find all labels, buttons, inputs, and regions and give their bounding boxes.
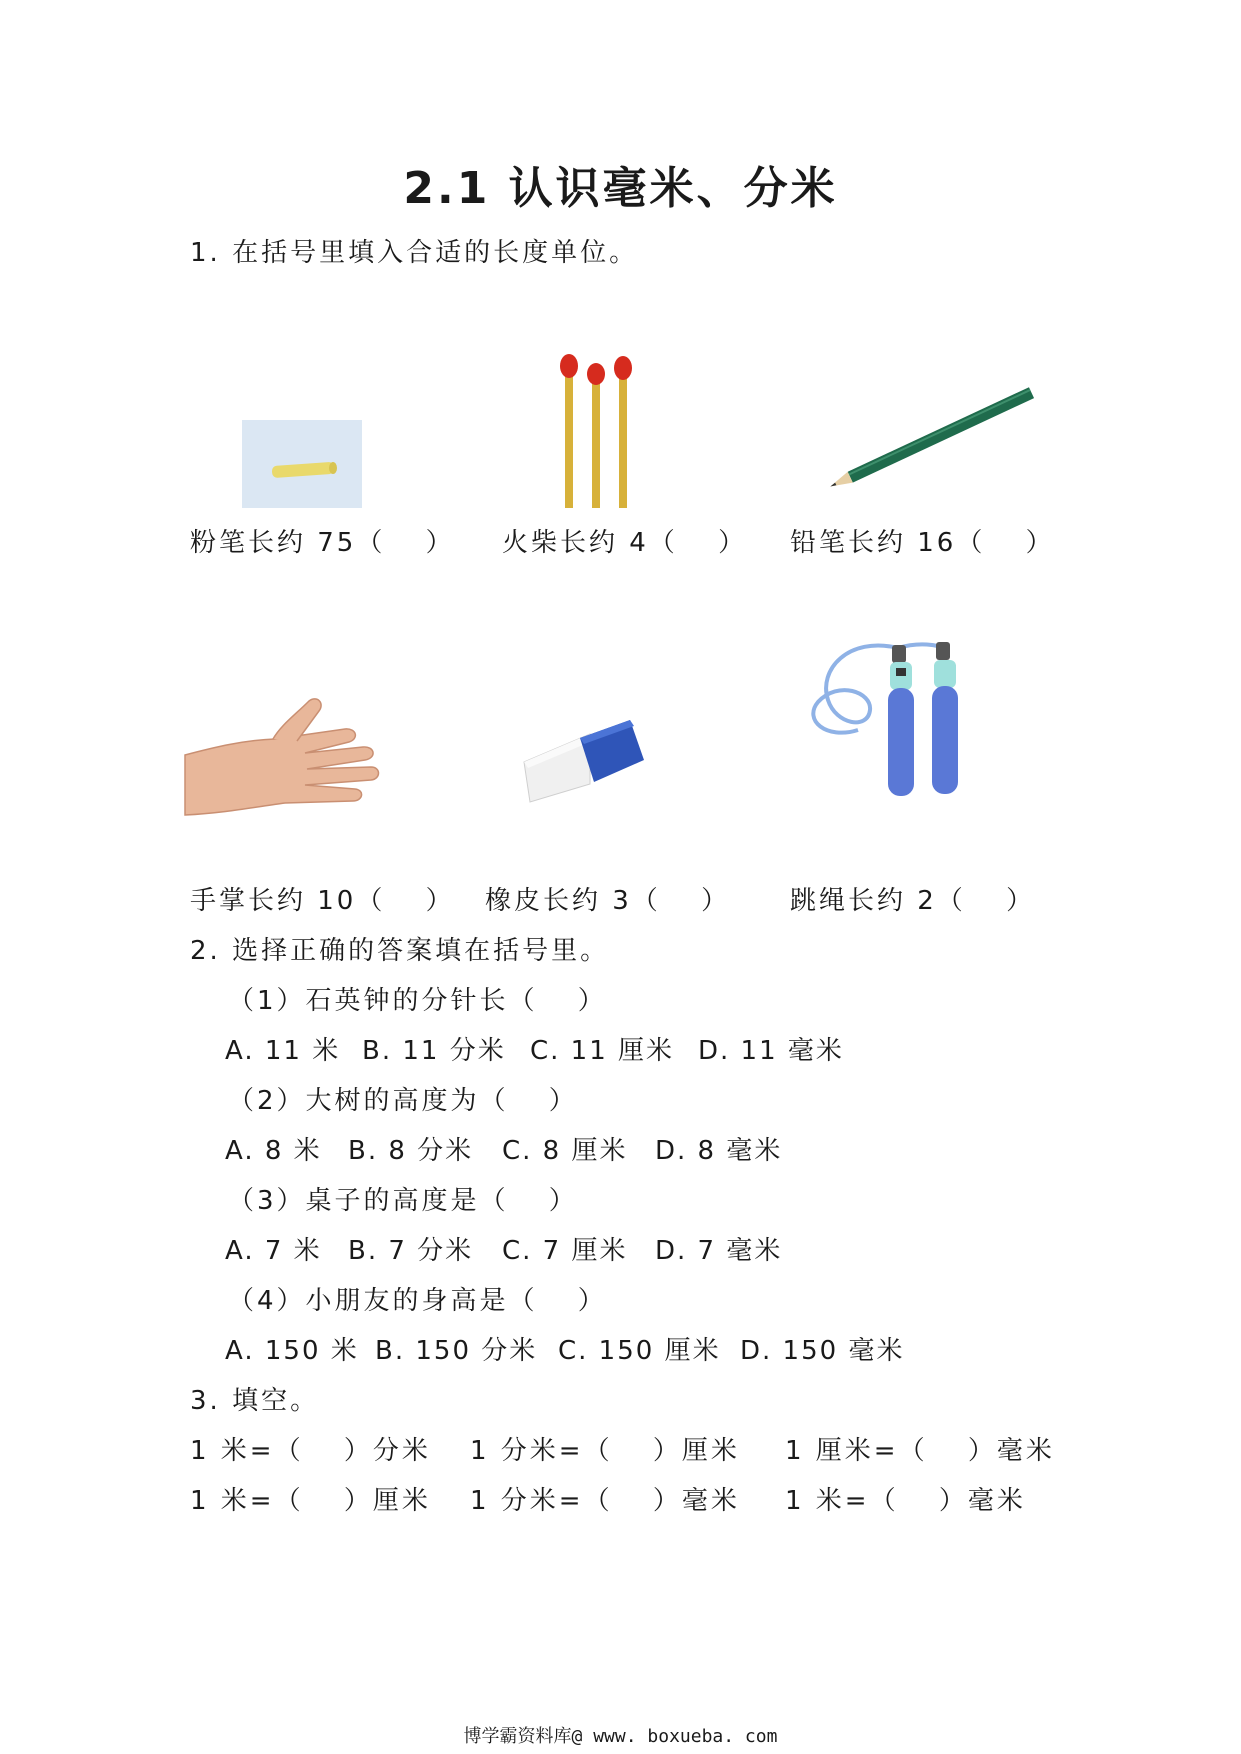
option-c: C. 11 厘米 (530, 1036, 675, 1066)
question-3-prompt: 3. 填空。 (190, 1386, 320, 1416)
option-a: A. 8 米 (225, 1136, 322, 1166)
question-2-sub-2: （2）大树的高度为（ ） (228, 1086, 578, 1116)
option-d: D. 11 毫米 (698, 1036, 844, 1066)
option-b: B. 7 分米 (348, 1236, 474, 1266)
jump-rope-icon (808, 640, 998, 800)
fill-blank-2: 1 分米=（ ）厘米 (470, 1436, 740, 1466)
option-c: C. 150 厘米 (558, 1336, 721, 1366)
item-pencil-text: 铅笔长约 16（ ） (790, 528, 1055, 558)
option-a: A. 11 米 (225, 1036, 341, 1066)
option-a: A. 150 米 (225, 1336, 359, 1366)
matches-icon (555, 350, 635, 508)
fill-blank-3: 1 厘米=（ ）毫米 (785, 1436, 1055, 1466)
eraser-icon (520, 712, 645, 802)
item-eraser-text: 橡皮长约 3（ ） (485, 886, 731, 916)
question-1-prompt: 1. 在括号里填入合适的长度单位。 (190, 238, 639, 268)
option-d: D. 7 毫米 (655, 1236, 783, 1266)
hand-icon (185, 695, 395, 815)
page-title: 2.1 认识毫米、分米 (403, 163, 838, 214)
option-a: A. 7 米 (225, 1236, 322, 1266)
option-b: B. 11 分米 (362, 1036, 506, 1066)
question-2-sub-1: （1）石英钟的分针长（ ） (228, 986, 607, 1016)
item-jump-rope-text: 跳绳长约 2（ ） (790, 886, 1036, 916)
footer-watermark: 博学霸资料库@ www. boxueba. com (463, 1726, 778, 1747)
question-2-sub-4: （4）小朋友的身高是（ ） (228, 1286, 607, 1316)
item-chalk-text: 粉笔长约 75（ ） (190, 528, 455, 558)
pencil-icon (820, 380, 1040, 500)
option-d: D. 8 毫米 (655, 1136, 783, 1166)
fill-blank-1: 1 米=（ ）分米 (190, 1436, 431, 1466)
option-c: C. 8 厘米 (502, 1136, 628, 1166)
chalk-icon (242, 420, 362, 508)
option-b: B. 8 分米 (348, 1136, 474, 1166)
fill-blank-6: 1 米=（ ）毫米 (785, 1486, 1026, 1516)
fill-blank-4: 1 米=（ ）厘米 (190, 1486, 431, 1516)
option-b: B. 150 分米 (375, 1336, 538, 1366)
fill-blank-5: 1 分米=（ ）毫米 (470, 1486, 740, 1516)
item-hand-text: 手掌长约 10（ ） (190, 886, 455, 916)
question-2-prompt: 2. 选择正确的答案填在括号里。 (190, 936, 610, 966)
option-c: C. 7 厘米 (502, 1236, 628, 1266)
question-2-sub-3: （3）桌子的高度是（ ） (228, 1186, 578, 1216)
item-matches-text: 火柴长约 4（ ） (502, 528, 748, 558)
option-d: D. 150 毫米 (740, 1336, 905, 1366)
